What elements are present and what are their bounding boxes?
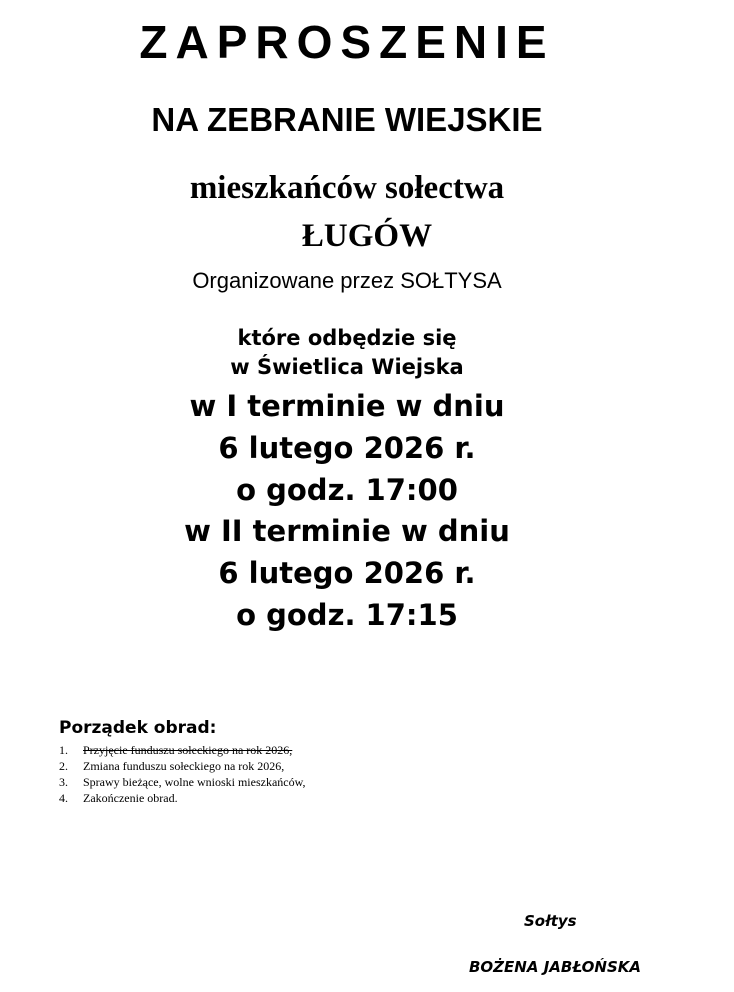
agenda-item-number: 2. [59, 759, 68, 773]
second-term-date: 6 lutego 2026 r. [218, 556, 476, 590]
agenda-item-number: 1. [59, 743, 68, 757]
first-term-date: 6 lutego 2026 r. [218, 431, 476, 465]
second-term-time: o godz. 17:15 [236, 598, 458, 632]
agenda-item [59, 774, 306, 790]
first-term-label: w I terminie w dniu [189, 389, 505, 423]
agenda-item [59, 742, 306, 758]
meeting-subtitle: NA ZEBRANIE WIEJSKIE [151, 101, 543, 138]
residents-line: mieszkańców sołectwa [189, 170, 505, 206]
agenda-item-text: Sprawy bieżące, wolne wnioski mieszkańców, [83, 775, 306, 789]
agenda-item [59, 790, 306, 806]
signature-name: BOŻENA JABŁOŃSKA [469, 958, 642, 976]
agenda-item-text: Zmiana funduszu sołeckiego na rok 2026, [83, 759, 285, 773]
agenda-list [59, 742, 306, 806]
organizer-line: Organizowane przez SOŁTYSA [192, 268, 502, 293]
agenda-heading: Porządek obrad: [59, 718, 217, 738]
first-term-time: o godz. 17:00 [236, 473, 458, 507]
agenda-item-number: 3. [59, 775, 68, 789]
agenda-item-number: 4. [59, 791, 68, 805]
agenda-item [59, 758, 306, 774]
village-name: ŁUGÓW [301, 218, 433, 254]
invitation-title: ZAPROSZENIE [139, 16, 555, 68]
venue-intro: które odbędzie się [237, 326, 457, 350]
signature-role: Sołtys [524, 912, 577, 930]
second-term-label: w II terminie w dniu [184, 514, 510, 548]
agenda-item-text: Zakończenie obrad. [83, 791, 178, 805]
agenda-item-text: Przyjęcie funduszu sołeckiego na rok 2026, [83, 743, 293, 757]
venue-name: w Świetlica Wiejska [230, 355, 464, 379]
